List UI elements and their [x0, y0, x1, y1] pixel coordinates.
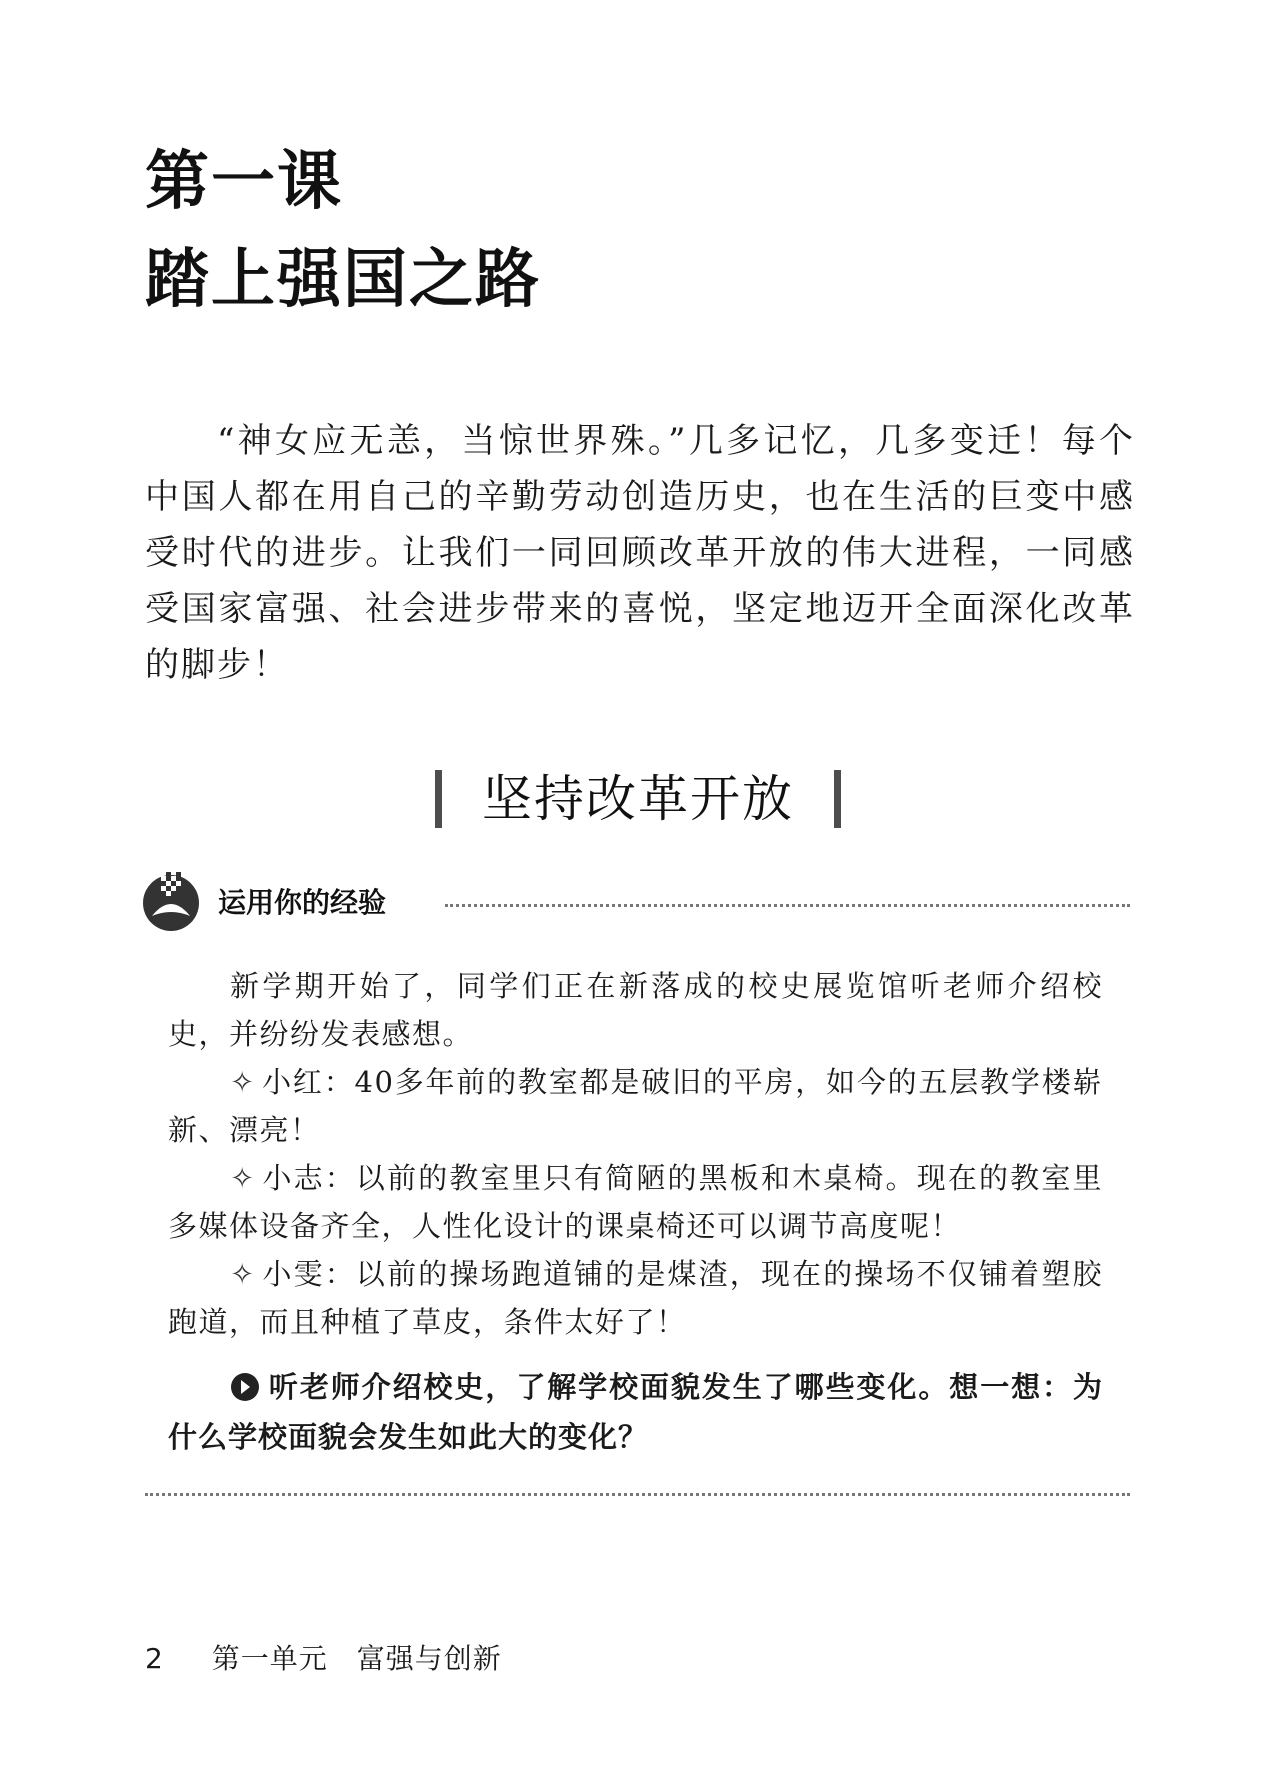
page-number: 2: [145, 1642, 163, 1675]
section-title: 坚持改革开放: [482, 770, 794, 828]
lesson-number: 第一课: [145, 145, 343, 219]
experience-title: 运用你的经验: [218, 886, 387, 919]
student-comment-xiaowen: ✧ 小雯：以前的操场跑道铺的是煤渣，现在的操场不仅铺着塑胶跑道，而且种植了草皮，条件太好了！: [168, 1257, 1103, 1339]
lesson-title: 踏上强国之路: [145, 243, 541, 317]
unit-label: 第一单元 富强与创新: [211, 1642, 502, 1675]
diamond-bullet-icon: ✧: [230, 1065, 256, 1099]
arrow-right-icon: [230, 1372, 260, 1402]
dotted-divider-top: [445, 904, 1130, 907]
page-footer: [145, 1642, 502, 1675]
student-comment-xiaohong: ✧ 小红：40多年前的教室都是破旧的平房，如今的五层教学楼崭新、漂亮！: [168, 1065, 1103, 1147]
section-bar-left: [435, 770, 442, 828]
diamond-bullet-icon: ✧: [230, 1161, 256, 1195]
diamond-bullet-icon: ✧: [230, 1257, 256, 1291]
experience-body: [168, 962, 1103, 1462]
section-bar-right: [834, 770, 841, 828]
student-comment-xiaozhi: ✧ 小志：以前的教室里只有简陋的黑板和木桌椅。现在的教室里多媒体设备齐全，人性化设计的课桌椅还可以调节高度呢！: [168, 1161, 1103, 1243]
story-intro: 新学期开始了，同学们正在新落成的校史展览馆听老师介绍校史，并纷纷发表感想。: [168, 969, 1103, 1051]
intro-paragraph: “神女应无恙，当惊世界殊。”几多记忆，几多变迁！每个中国人都在用自己的辛勤劳动创造历史，也在生活的巨变中感受时代的进步。让我们一同回顾改革开放的伟大进程，一同感受国家富强、社会进步带来的喜悦，坚定地迈开全面深化改革的脚步！: [145, 421, 1135, 685]
dotted-divider-bottom: [145, 1493, 1130, 1496]
section-heading: [0, 770, 1276, 828]
activity-question: [168, 1362, 1103, 1462]
experience-icon: [140, 870, 202, 932]
question-text: 听老师介绍校史，了解学校面貌发生了哪些变化。想一想：为什么学校面貌会发生如此大的变化？: [168, 1370, 1103, 1454]
